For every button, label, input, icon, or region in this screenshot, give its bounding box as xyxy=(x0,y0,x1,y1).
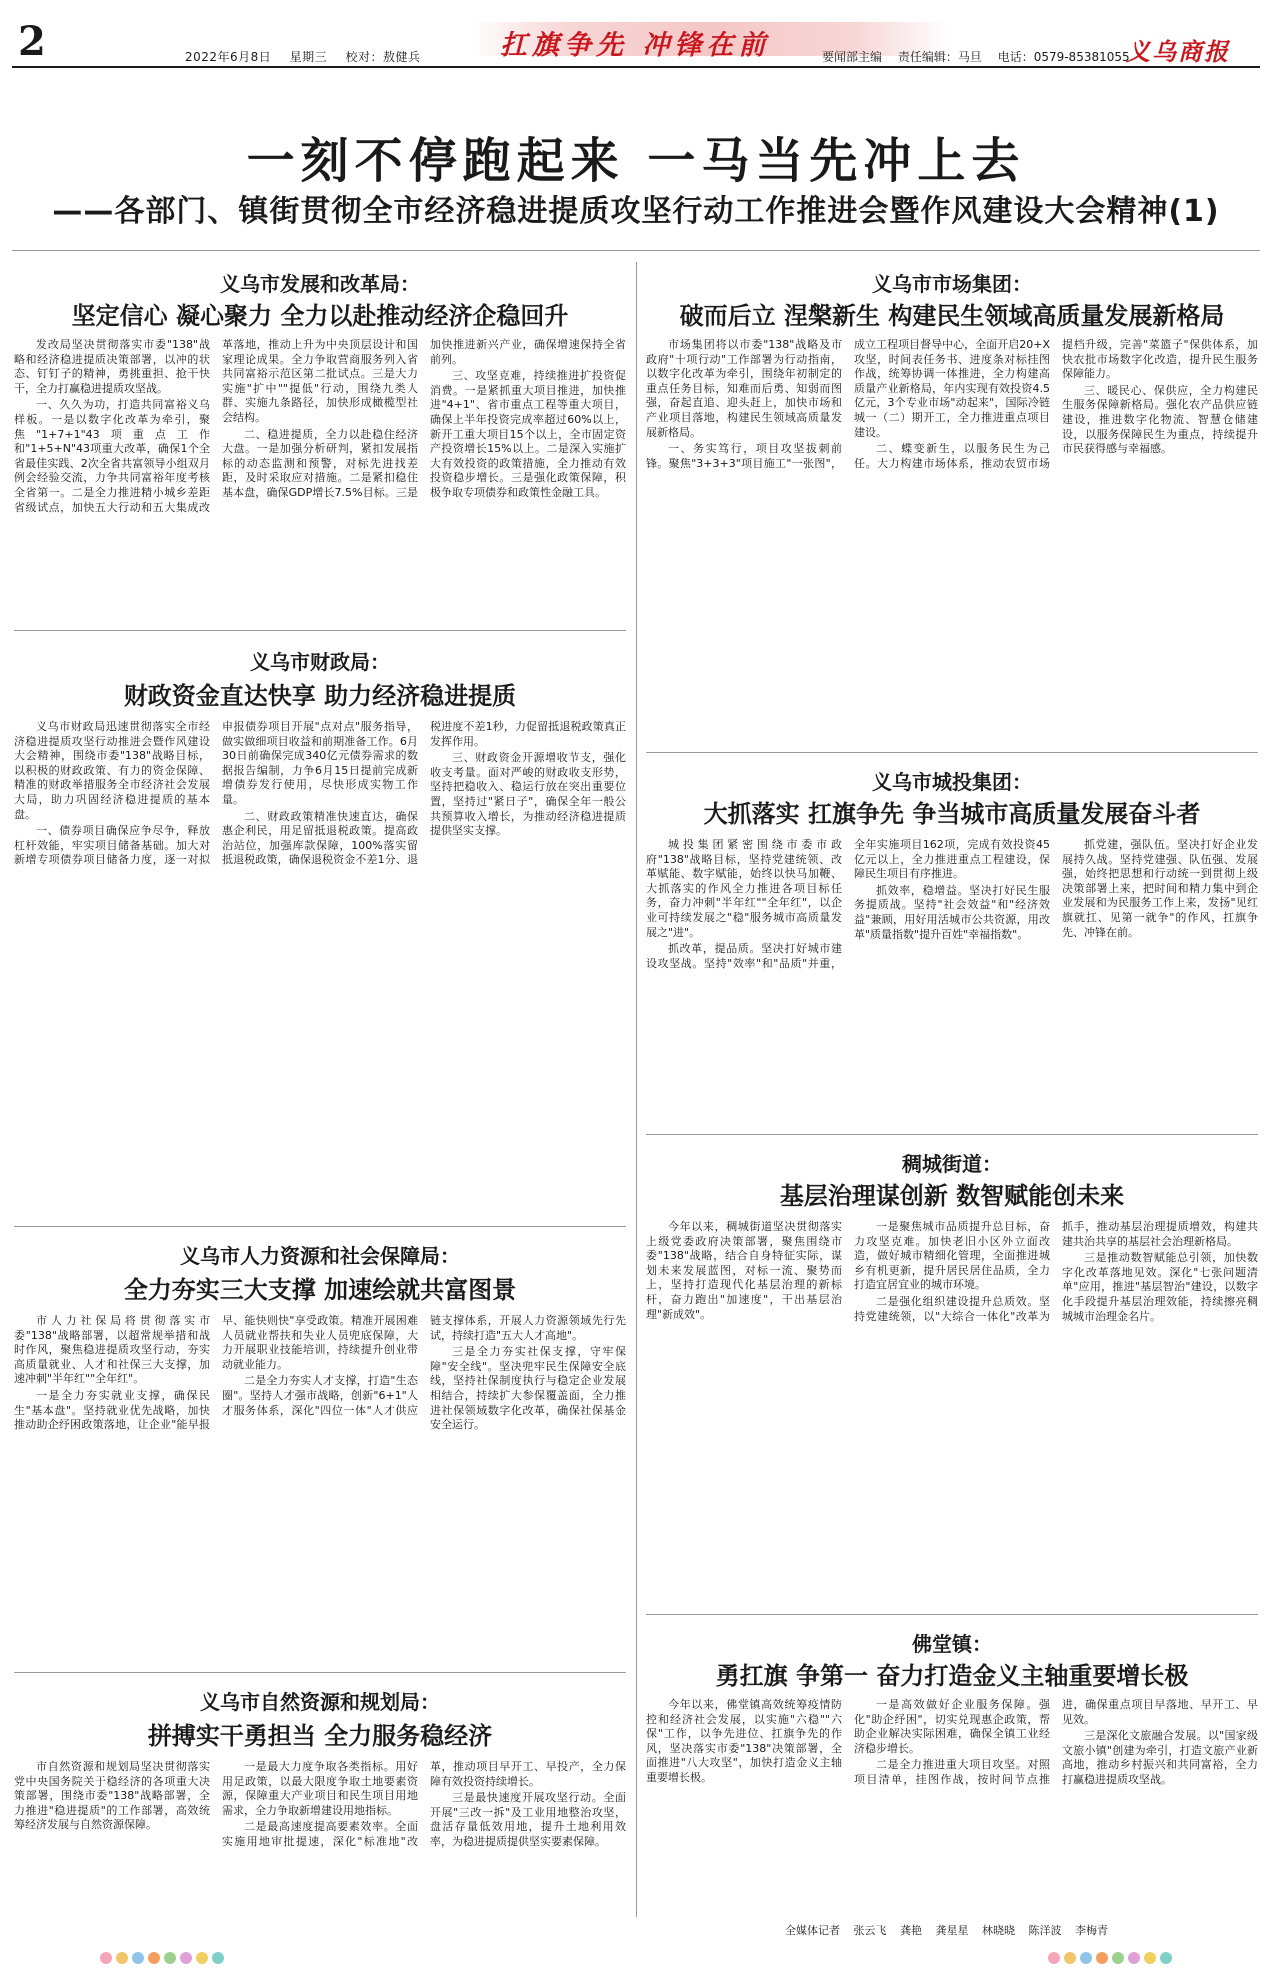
article-urban-investment xyxy=(646,760,1258,1130)
article-org: 义乌市人力资源和社会保障局： xyxy=(180,1244,460,1268)
article-market-group xyxy=(646,262,1258,748)
banner-slogan: 扛旗争先 冲锋在前 xyxy=(500,30,771,61)
article-headline: 坚定信心 凝心聚力 全力以赴推动经济企稳回升 xyxy=(71,302,569,330)
header-proofreader: 校对：敖健兵 xyxy=(345,50,421,64)
footer-dot xyxy=(212,1952,224,1964)
header-editor: 责任编辑：马旦 xyxy=(897,50,982,64)
paragraph: 城投集团紧密围绕市委市政府"138"战略目标，坚持党建统领、改革赋能、数字赋能，始终以快马加鞭、大抓落实的作风全力推进各项目标任务，奋力冲刺"半年红""全年红"，以企业可持续发展之"稳"服务城市高质量发展之"进"。 xyxy=(646,838,842,939)
article-body xyxy=(646,1220,1258,1606)
article-fotang-town xyxy=(646,1622,1258,1918)
credit-name: 张云飞 xyxy=(853,1924,887,1937)
article-body xyxy=(14,720,626,1216)
article-choucheng-street xyxy=(646,1142,1258,1612)
footer-dot xyxy=(164,1952,176,1964)
header-dept: 要闻部主编 xyxy=(822,50,883,64)
paragraph: 抓改革，提品质。坚决打好城市建设攻坚战。坚持"效率"和"品质"并重，全年实施项目162项，完成有效投资45亿元以上，全力推进重点工程建设，保障民生项目有序推进。 xyxy=(646,838,1050,970)
article-org: 义乌市城投集团： xyxy=(872,770,1032,794)
header-rule xyxy=(12,66,1260,68)
divider-top xyxy=(12,250,1260,251)
footer-dot xyxy=(1064,1952,1076,1964)
footer-dot xyxy=(1144,1952,1156,1964)
article-human-resources xyxy=(14,1234,626,1668)
article-body xyxy=(646,338,1258,742)
paragraph: 二是全力夯实人才支撑，打造"生态圈"。坚持人才强市战略，创新"6+1"人才服务体系，深化"四位一体"人才供应链支撑体系，开展人力资源领域先行先试，持续打造"五大人才高地"。 xyxy=(222,1314,626,1417)
credit-name: 林晓晓 xyxy=(982,1924,1015,1937)
divider xyxy=(14,1226,626,1227)
paragraph: 今年以来，稠城街道坚决贯彻落实上级党委政府决策部署，聚焦围绕市委"138"战略，结合自身特征实际，谋划未来发展蓝图，对标一流、聚势而上，坚持打造现代化基层治理的新标杆，奋力跑出"加速度"，干出基层治理"新成效"。 xyxy=(646,1220,842,1321)
paragraph: 一、务实笃行，项目攻坚拔刺前锋。聚焦"3+3+3"项目施工"一张图"，成立工程项目督导中心，全面开启20+X攻坚，时间表任务书、进度条对标挂图作战，统筹协调一体推进，全力构建高质量产业新格局，年内实现有效投资4.5亿元，3个专业市场"动起来"，国际冷链城一（二）期开工，全力推进重点项目建设。 xyxy=(646,338,1050,470)
divider xyxy=(646,1614,1258,1615)
paragraph: 市人力社保局将贯彻落实市委"138"战略部署，以超常规举措和战时作风，聚焦稳进提质攻坚行动，夯实高质量就业、人才和社保三大支撑，加速冲刺"半年红""全年红"。 xyxy=(14,1314,210,1386)
article-body xyxy=(14,1314,626,1662)
paragraph: 二、稳进提质，全力以赴稳住经济大盘。一是加强分析研判，紧扣发展指标的动态监测和预警，对标先进找差距，及时采取应对措施。二是紧扣稳住基本盘，确保GDP增长7.5%目标。三是加快推进新兴产业，确保增速保持全省前列。 xyxy=(222,338,626,499)
credit-name: 陈洋波 xyxy=(1028,1924,1062,1937)
paragraph: 三、攻坚克难，持续推进扩投资促消费。一是紧抓重大项目推进，加快推进"4+1"、省市重点工程等重大项目，确保上半年投资完成率超过60%以上，新开工重大项目15个以上，全市固定资产投资增长15%以上。二是深入实施扩大有效投资的政策措施，全力推动有效投资稳步增长。三是强化政策保障，积极争取专项债券和政策性金融工具。 xyxy=(430,369,626,499)
paragraph: 抓党建，强队伍。坚决打好企业发展持久战。坚持党建强、队伍强、发展强，始终把思想和行动统一到贯彻上级决策部署上来，把时间和精力集中到企业发展和为民服务工作上来，发扬"见红旗就扛、见第一就争"的作风，扛旗争先、冲锋在前。 xyxy=(1062,838,1258,939)
paragraph: 二、蝶变新生，以服务民生为己任。大力构建市场体系，推动农贸市场提档升级，完善"菜篮子"保供体系，加快农批市场数字化改造，提升民生服务保障能力。 xyxy=(854,338,1258,470)
paragraph: 三、暖民心、保供应，全力构建民生服务保障新格局。强化农产品供应链建设，推进数字化物流、智慧仓储建设，以服务保障民生为重点，持续提升市民获得感与幸福感。 xyxy=(1062,383,1258,456)
footer-dot xyxy=(1096,1952,1108,1964)
credit-name: 龚艳 xyxy=(900,1924,922,1937)
article-finance-bureau xyxy=(14,640,626,1222)
paragraph: 二是最高速度提高要素效率。全面实施用地审批提速，深化"标准地"改革，推动项目早开工、早投产，全力保障有效投资持续增长。 xyxy=(222,1760,626,1848)
reporter-credit xyxy=(785,1922,1118,1938)
newspaper-logo: 义乌商报 xyxy=(1126,37,1230,66)
footer-dot xyxy=(180,1952,192,1964)
paragraph: 三是推动数智赋能总引领，加快数字化改革落地见效。深化"七张问题清单"应用，推进"基层智治"建设，以数字化手段提升基层治理效能，持续擦亮稠城城市治理金名片。 xyxy=(1062,1251,1258,1323)
article-org: 义乌市自然资源和规划局： xyxy=(200,1690,440,1714)
footer-dot xyxy=(148,1952,160,1964)
footer-dot xyxy=(1128,1952,1140,1964)
paragraph: 一是最大力度争取各类指标。用好用足政策，以最大限度争取土地要素资源，保障重大产业项目和民生项目用地需求，全力争取新增建设用地指标。 xyxy=(222,1760,418,1817)
credit-name: 李梅青 xyxy=(1075,1924,1108,1937)
article-headline: 基层治理谋创新 数智赋能创未来 xyxy=(779,1182,1125,1210)
footer-dot xyxy=(1160,1952,1172,1964)
footer-dot xyxy=(196,1952,208,1964)
paragraph: 市场集团将以市委"138"战略及市政府"十项行动"工作部署为行动指南，以数字化改革为牵引，围绕年初制定的重点任务目标，知难而后勇、知弱而图强，奋起直追、迎头赶上，加快市场和产业项目落地，构建民生领域高质量发展新格局。 xyxy=(646,338,842,439)
paragraph: 一是全力夯实就业支撑，确保民生"基本盘"。坚持就业优先战略，加快推动助企纾困政策落地，让企业"能早报早、能快则快"享受政策。精准开展困难人员就业帮扶和失业人员兜底保障，大力开展职业技能培训，持续提升创业带动就业能力。 xyxy=(14,1314,418,1432)
article-headline: 财政资金直达快享 助力经济稳进提质 xyxy=(123,682,517,710)
header-editor-info xyxy=(822,48,1142,65)
divider xyxy=(646,752,1258,753)
article-body xyxy=(14,338,626,618)
sub-title: ——各部门、镇街贯彻全市经济稳进提质攻坚行动工作推进会暨作风建设大会精神(1) xyxy=(52,194,1220,229)
divider xyxy=(14,1672,626,1673)
credit-label: 全媒体记者 xyxy=(785,1924,840,1937)
main-title: 一刻不停跑起来 一马当先冲上去 xyxy=(246,133,1026,189)
article-org: 佛堂镇： xyxy=(912,1632,992,1656)
footer-dot xyxy=(100,1952,112,1964)
article-org: 义乌市发展和改革局： xyxy=(220,272,420,296)
paragraph: 抓效率，稳增益。坚决打好民生服务提质战。坚持"社会效益"和"经济效益"兼顾，用好用活城市公共资源，用改革"质量指数"提升百姓"幸福指数"。 xyxy=(854,883,1050,941)
paragraph: 发改局坚决贯彻落实市委"138"战略和经济稳进提质决策部署，以冲的状态、钉钉子的精神，勇挑重担、抢干快干，全力打赢稳进提质攻坚战。 xyxy=(14,338,210,395)
paragraph: 三是深化文旅融合发展。以"国家级文旅小镇"创建为牵引，打造文旅产业新高地，推动乡村振兴和共同富裕，全力打赢稳进提质攻坚战。 xyxy=(1062,1729,1258,1786)
paragraph: 三是最快速度开展攻坚行动。全面开展"三改一拆"及工业用地整治攻坚，盘活存量低效用地，提升土地利用效率，为稳进提质提供坚实要素保障。 xyxy=(430,1791,626,1848)
page-header xyxy=(0,0,1272,66)
header-weekday: 星期三 xyxy=(289,50,328,64)
footer-color-dots xyxy=(0,1948,1272,1968)
divider xyxy=(14,630,626,631)
paragraph: 二、财政政策精准快速直达，确保惠企利民，用足留抵退税政策。提高政治站位，加强库款保障，100%落实留抵退税政策，确保退税资金不差1分、退税进度不差1秒，力促留抵退税政策真正发挥作用。 xyxy=(222,720,626,867)
article-headline: 拼搏实干勇担当 全力服务稳经济 xyxy=(147,1722,493,1750)
divider xyxy=(646,1134,1258,1135)
header-date-info xyxy=(185,48,435,65)
header-phone: 电话：0579-85381055 xyxy=(997,50,1130,64)
article-headline: 大抓落实 扛旗争先 争当城市高质量发展奋斗者 xyxy=(703,800,1201,828)
footer-dot xyxy=(1048,1952,1060,1964)
article-headline: 破而后立 涅槃新生 构建民生领域高质量发展新格局 xyxy=(679,302,1225,330)
page-number: 2 xyxy=(18,18,46,65)
footer-dot xyxy=(132,1952,144,1964)
footer-dot xyxy=(1112,1952,1124,1964)
article-natural-resources xyxy=(14,1680,626,1916)
article-body xyxy=(646,838,1258,1124)
paragraph: 二是强化组织建设提升总质效。坚持党建统领，以"大综合一体化"改革为抓手，推动基层治理提质增效，构建共建共治共享的基层社会治理新格局。 xyxy=(854,1220,1258,1323)
paragraph: 市自然资源和规划局坚决贯彻落实党中央国务院关于稳经济的各项重大决策部署，围绕市委"138"战略部署，全力推进"稳进提质"的工作部署，高效统筹经济发展与自然资源保障。 xyxy=(14,1760,210,1832)
article-org: 义乌市财政局： xyxy=(250,650,390,674)
footer-dot xyxy=(1080,1952,1092,1964)
article-body xyxy=(14,1760,626,1912)
article-headline: 勇扛旗 争第一 奋力打造金义主轴重要增长极 xyxy=(715,1662,1189,1690)
article-org: 义乌市市场集团： xyxy=(872,272,1032,296)
article-body xyxy=(646,1698,1258,1916)
article-headline: 全力夯实三大支撑 加速绘就共富图景 xyxy=(123,1276,517,1304)
paragraph: 一、久久为功，打造共同富裕义乌样板。一是以数字化改革为牵引，聚焦"1+7+1"43项重点工作和"1+5+N"43项重大改革，确保1个全省最佳实践、2次全省共富领导小组双月例会经验交流，力争共同富裕年度考核全省第一。二是全力推进精小城乡差距省级试点，加快五大行动和五大集成改革落地，推动上升为中央顶层设计和国家理论成果。全力争取营商服务列入省共同富裕示范区第二批试点。三是大力实施"扩中""提低"行动，围绕九类人群、实施九条路径，加快形成橄榄型社会结构。 xyxy=(14,338,418,514)
paragraph: 二是全力推进重大项目攻坚。对照项目清单，挂图作战，按时间节点推进，确保重点项目早落地、早开工、早见效。 xyxy=(854,1698,1258,1786)
paragraph: 今年以来，佛堂镇高效统筹疫情防控和经济社会发展，以实施"六稳""六保"工作，以争先进位、扛旗争先的作风，坚决落实市委"138"决策部署，全面推进"八大攻坚"，加快打造金义主轴重要增长极。 xyxy=(646,1698,842,1784)
article-org: 稠城街道： xyxy=(902,1152,1002,1176)
column-divider xyxy=(636,262,637,1917)
paragraph: 一是聚焦城市品质提升总目标，奋力攻坚克难。加快老旧小区外立面改造，做好城市精细化管理，全面推进城乡有机更新，提升居民居住品质，全力打造宜居宜业的城市环境。 xyxy=(854,1220,1050,1292)
paragraph: 义乌市财政局迅速贯彻落实全市经济稳进提质攻坚行动推进会暨作风建设大会精神，围绕市委"138"战略目标，以积极的财政政策、有力的资金保障、精准的财政举措服务全市经济社会发展大局，助力巩固经济稳进提质的基本盘。 xyxy=(14,720,210,821)
footer-dot xyxy=(116,1952,128,1964)
paragraph: 一、债券项目确保应争尽争，释放杠杆效能，牢实项目储备基础。加大对新增专项债券项目储备力度，逐一对拟申报债券项目开展"点对点"服务指导，做实做细项目收益和前期准备工作。6月30日前确保完成340亿元债券需求的数据报告编制，力争6月15日提前完成新增债券发行使用，尽快形成实物工作量。 xyxy=(14,720,418,867)
paragraph: 三、财政资金开源增收节支，强化收支考量。面对严峻的财政收支形势，坚持把稳收入、稳运行放在突出重要位置，坚持过"紧日子"，确保全年一般公共预算收入增长，为推动经济稳进提质提供坚实支撑。 xyxy=(430,751,626,838)
credit-name: 龚星星 xyxy=(935,1924,969,1937)
paragraph: 三是全力夯实社保支撑，守牢保障"安全线"。坚决兜牢民生保障安全底线，坚持社保制度执行与稳定企业发展相结合，持续扩大参保覆盖面，全力推进社保领域数字化改革，确保社保基金安全运行。 xyxy=(430,1345,626,1432)
paragraph: 一是高效做好企业服务保障。强化"助企纾困"，切实兑现惠企政策，帮助企业解决实际困难，确保全镇工业经济稳步增长。 xyxy=(854,1698,1050,1755)
article-development-reform xyxy=(14,262,626,622)
header-date: 2022年6月8日 xyxy=(185,50,272,64)
